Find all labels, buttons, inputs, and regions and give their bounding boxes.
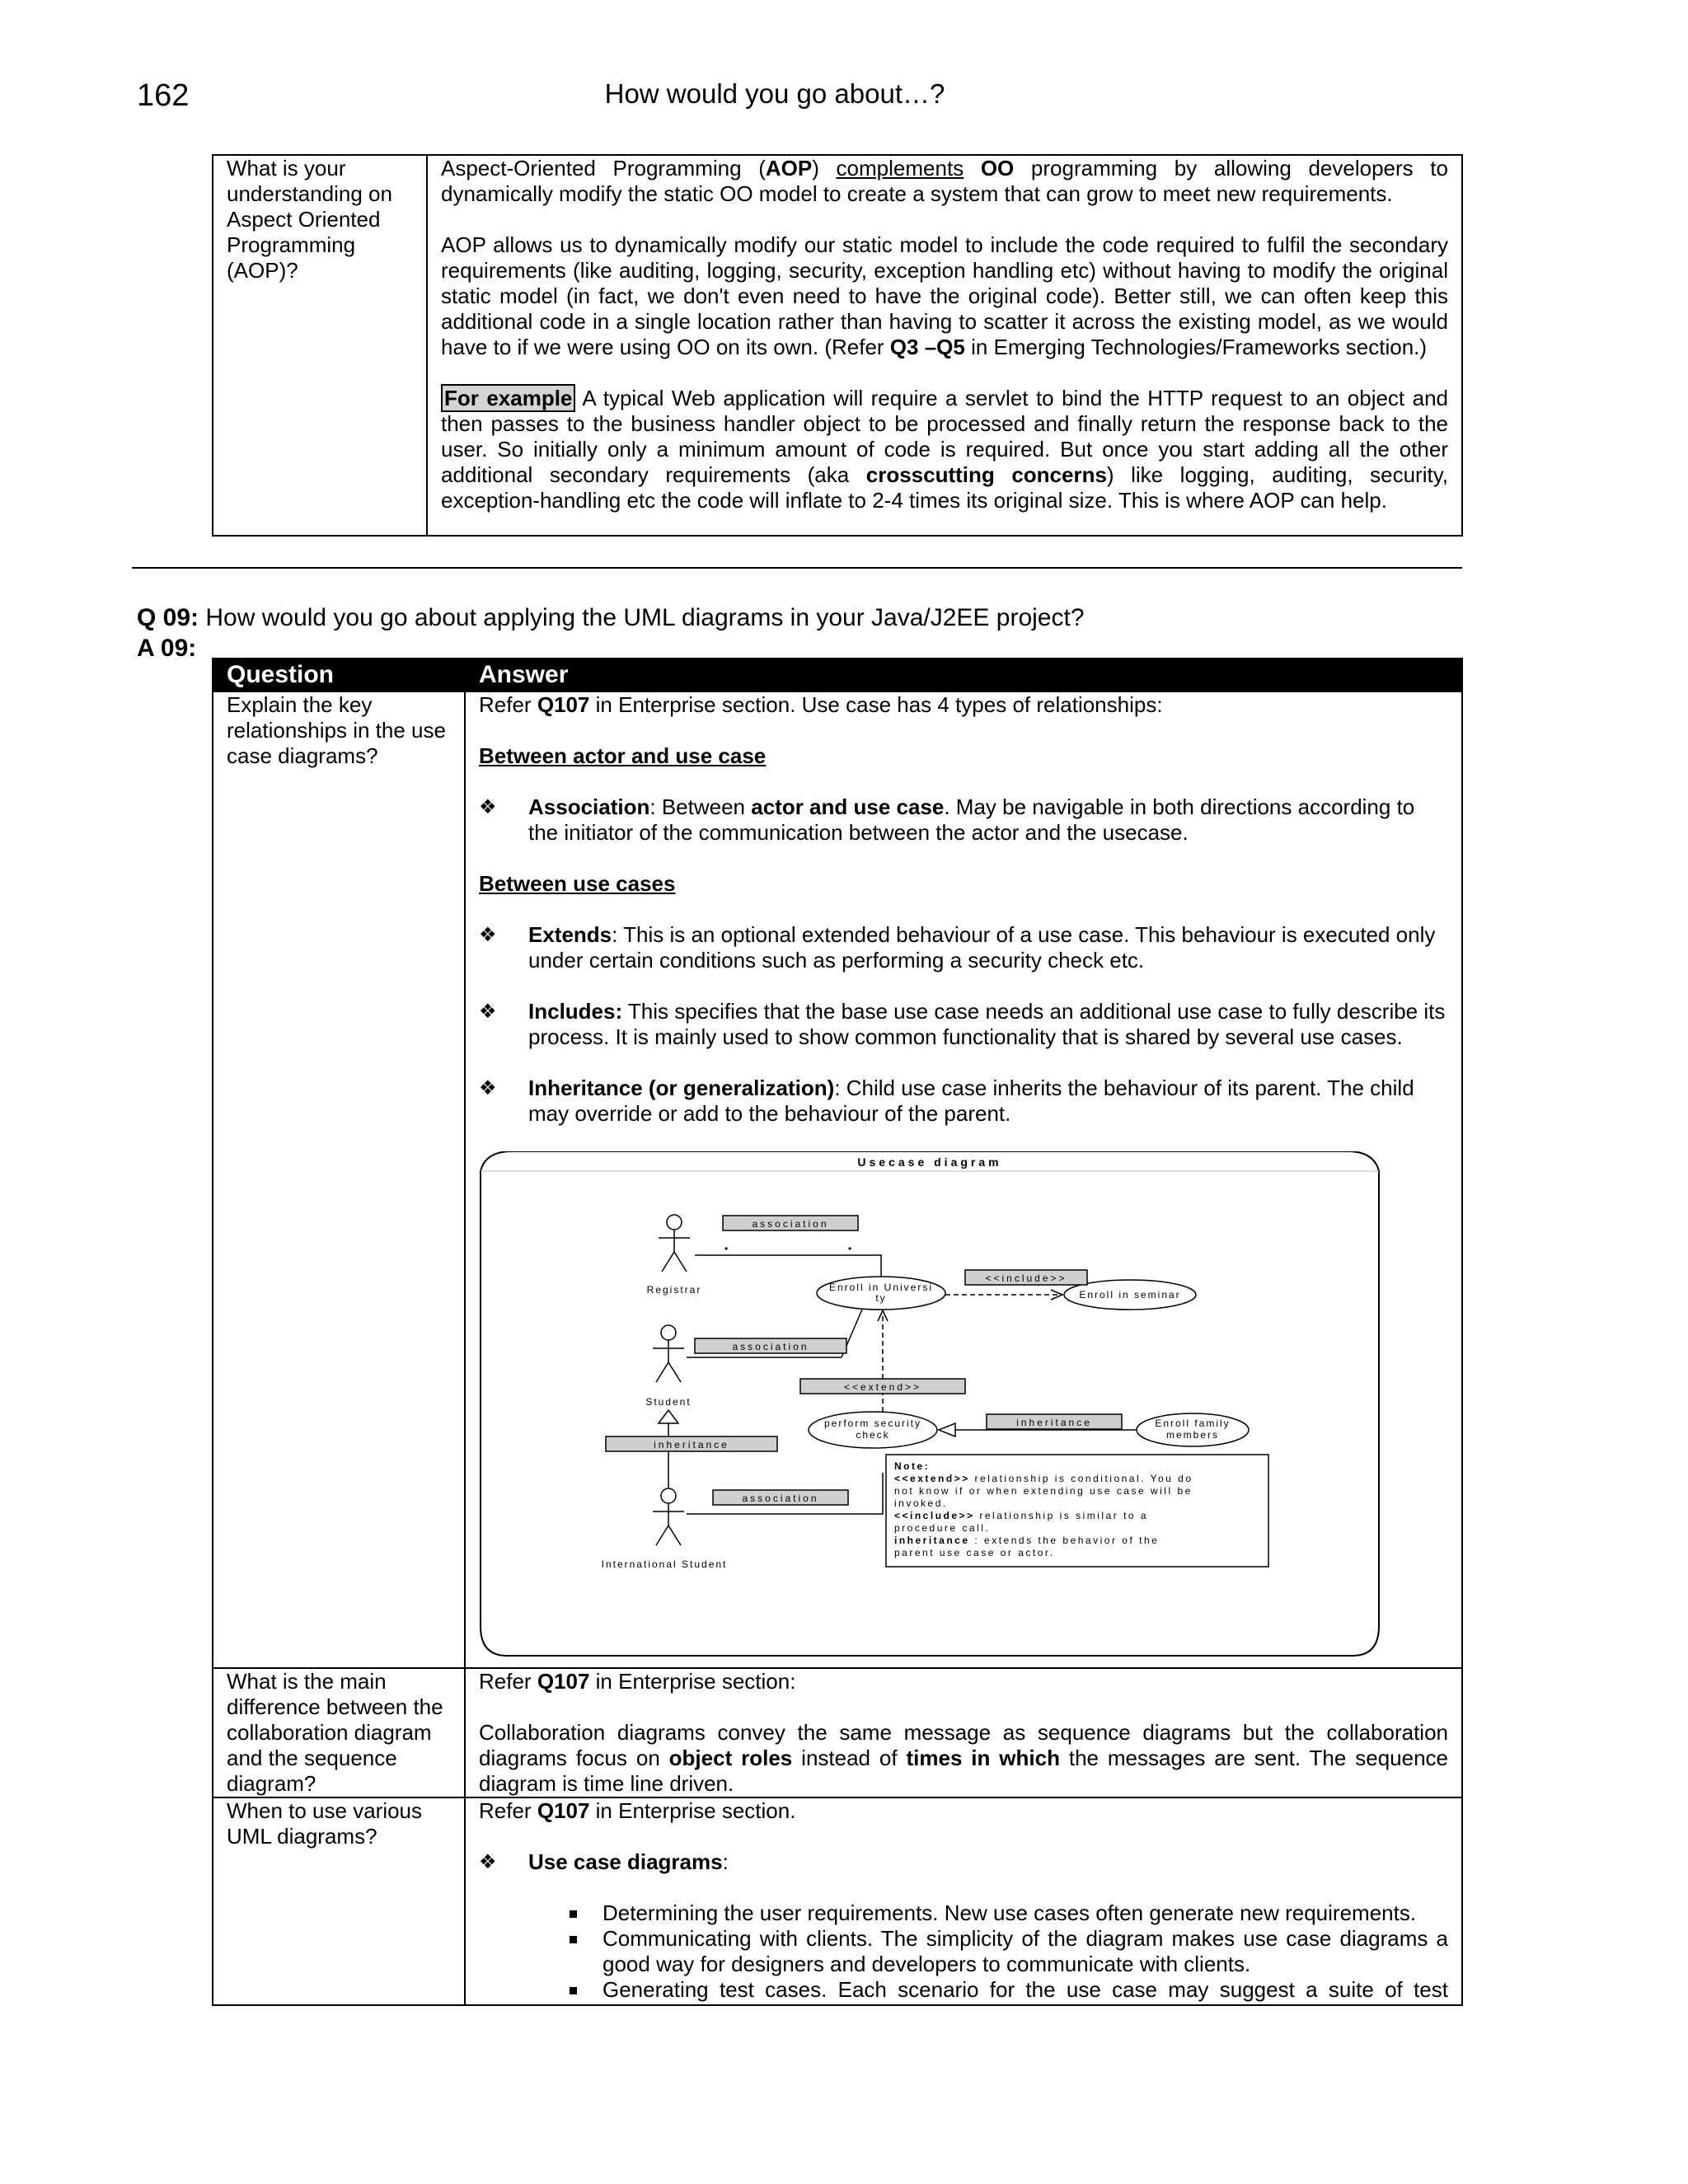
- answer-cell: [427, 155, 1462, 536]
- list-item: ❖ Includes: This specifies that the base use case needs an additional use case to fully describe its process. It is mainly used to show common functionality that is shared by several use cases.: [479, 999, 1446, 1049]
- actor-student-label: Student: [645, 1396, 692, 1408]
- question-cell: [213, 155, 427, 536]
- table-row: [213, 1797, 1462, 2005]
- table-row: [213, 691, 1462, 1668]
- answer-cell: [465, 1797, 1462, 2005]
- usecase-diagram: [479, 1151, 1381, 1659]
- list-item: ❖ Association: Between actor and use case. May be navigable in both directions according to the initiator of the communication between the actor and the usecase.: [479, 794, 1415, 845]
- list-item: ❖ Use case diagrams:: [479, 1849, 729, 1874]
- for-example-label: For example: [441, 384, 575, 412]
- question-cell: What is the main difference between the collaboration diagram and the sequence diagram?: [213, 1668, 465, 1797]
- running-title: How would you go about…?: [604, 78, 945, 109]
- svg-text:<<include>> relationship is si: <<include>> relationship is similar to a: [894, 1510, 1149, 1521]
- diagram-title: Usecase diagram: [857, 1155, 1002, 1169]
- column-header-answer: Answer: [465, 658, 1462, 691]
- usecase-perform-security-check-label-2: check: [856, 1429, 890, 1441]
- extend-label: <<extend>>: [843, 1381, 922, 1393]
- svg-text:parent use case or actor.: parent use case or actor.: [894, 1547, 1055, 1558]
- svg-text:not know if or when extending: not know if or when extending use case will be: [894, 1485, 1193, 1497]
- association-label: association: [742, 1493, 819, 1504]
- usecase-enroll-family-label: Enroll family: [1155, 1418, 1231, 1429]
- diamond-bullet-icon: ❖: [479, 1001, 497, 1023]
- aop-paragraph-3: For example A typical Web application will require a servlet to bind the HTTP request to an object and then passes to the business handler object to be processed and finally return the response back to the user. So initially only a minimum amount of code is required. But once you start adding all the other additional secondary requirements (aka crosscutting concerns) like logging, auditing, security, exception-handling etc the code will inflate to 2-4 times its original size. This is where AOP can help.: [441, 386, 1448, 513]
- list-item: ❖ Extends: This is an optional extended behaviour of a use case. This behaviour is executed only under certain conditions such as performing a security check etc.: [479, 922, 1436, 972]
- row3-intro: Refer Q107 in Enterprise section.: [479, 1798, 796, 1823]
- association-label: association: [732, 1341, 809, 1352]
- answer-09-label: A 09:: [137, 635, 197, 662]
- note-title: Note:: [894, 1460, 931, 1472]
- question-cell: When to use various UML diagrams?: [213, 1797, 465, 2005]
- heading-actor-usecase: Between actor and use case: [479, 743, 767, 768]
- table-header-row: [213, 658, 1462, 691]
- usecase-usage-list: [479, 1900, 1448, 2003]
- section-divider: [132, 567, 1462, 569]
- usecase-enroll-family-label-2: members: [1165, 1429, 1220, 1441]
- aop-question: What is your understanding on Aspect Oriented Programming (AOP)?: [227, 156, 392, 283]
- usecase-enroll-university-label-2: ty: [875, 1292, 887, 1304]
- relationship-list-2: [479, 922, 1448, 1127]
- diamond-bullet-icon: ❖: [479, 796, 497, 818]
- square-bullet-icon: [570, 1910, 577, 1918]
- relationship-list-1: [479, 794, 1448, 846]
- actor-registrar-label: Registrar: [646, 1284, 702, 1296]
- question-cell: Explain the key relationships in the use case diagrams?: [213, 691, 465, 1668]
- svg-text:invoked.: invoked.: [894, 1497, 948, 1509]
- answer-cell: [465, 691, 1462, 1668]
- svg-text:•: •: [724, 1243, 729, 1254]
- svg-text:•: •: [848, 1243, 852, 1254]
- row2-intro: Refer Q107 in Enterprise section:: [479, 1669, 796, 1694]
- column-header-question: Question: [213, 658, 465, 691]
- list-item: Generating test cases. Each scenario for the use case may suggest a suite of test: [555, 1977, 1448, 2003]
- association-label: association: [752, 1218, 829, 1230]
- table-row: [213, 1668, 1462, 1797]
- diamond-bullet-icon: ❖: [479, 924, 497, 946]
- diamond-bullet-icon: ❖: [479, 1077, 497, 1099]
- actor-international-student-label: International Student: [601, 1558, 728, 1570]
- usecase-perform-security-check-label: perform security: [823, 1418, 922, 1429]
- inheritance-label: inheritance: [654, 1439, 729, 1451]
- aop-paragraph-2: AOP allows us to dynamically modify our static model to include the code required to fulfil the secondary requirements (like auditing, logging, security, exception handling etc) without having to modify the original static model (in fact, we don't even need to have the original code). Better still, we can often keep this additional code in a single location rather than having to scatter it across the existing model, as we would have to if we were using OO on its own. (Refer Q3 –Q5 in Emerging Technologies/Frameworks section.): [441, 232, 1448, 359]
- aop-paragraph-1: Aspect-Oriented Programming (AOP) complements OO programming by allowing developers to dynamically modify the static OO model to create a system that can grow to meet new requirements.: [441, 156, 1448, 206]
- table-row: [213, 155, 1462, 536]
- aop-table: [212, 154, 1463, 537]
- heading-between-usecases: Between use cases: [479, 871, 676, 896]
- svg-text:<<extend>> relationship is con: <<extend>> relationship is conditional. You do: [894, 1473, 1193, 1484]
- answer-cell: [465, 1668, 1462, 1797]
- uml-table: [212, 658, 1463, 2006]
- list-item: ❖ Inheritance (or generalization): Child use case inherits the behaviour of its parent. The child may override or add to the behaviour of the parent.: [479, 1076, 1414, 1126]
- question-09: Q 09: How would you go about applying the UML diagrams in your Java/J2EE project?: [137, 604, 1085, 631]
- svg-text:procedure call.: procedure call.: [894, 1522, 991, 1534]
- row2-paragraph: Collaboration diagrams convey the same message as sequence diagrams but the collaboration diagrams focus on object roles instead of times in which the messages are sent. The sequence diagram is time line driven.: [479, 1720, 1448, 1796]
- diamond-bullet-icon: ❖: [479, 1851, 497, 1873]
- svg-text:inheritance : extends the beha: inheritance : extends the behavior of the: [894, 1535, 1160, 1546]
- list-item: Determining the user requirements. New use cases often generate new requirements.: [555, 1900, 1448, 1926]
- square-bullet-icon: [570, 1987, 577, 1994]
- list-item: Communicating with clients. The simplicity of the diagram makes use case diagrams a good way for designers and developers to communicate with clients.: [555, 1926, 1448, 1977]
- row1-intro: Refer Q107 in Enterprise section. Use case has 4 types of relationships:: [479, 692, 1163, 717]
- include-label: <<include>>: [985, 1272, 1067, 1284]
- square-bullet-icon: [570, 1936, 577, 1943]
- page-number: 162: [137, 78, 190, 113]
- usage-list: [479, 1849, 1448, 1875]
- inheritance-label: inheritance: [1016, 1417, 1092, 1428]
- usecase-enroll-university-label: Enroll in Universi: [828, 1282, 934, 1293]
- usecase-enroll-seminar-label: Enroll in seminar: [1079, 1289, 1181, 1301]
